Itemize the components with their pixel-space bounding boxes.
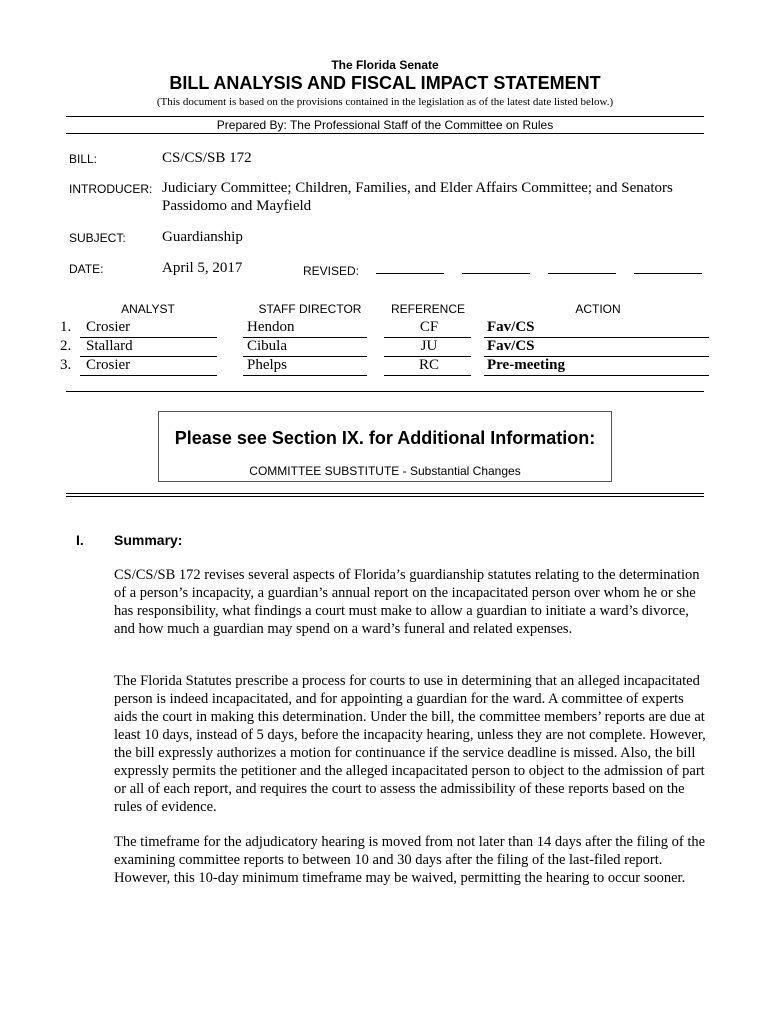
row-analyst: Stallard — [86, 338, 133, 354]
revised-blank-2 — [462, 273, 530, 274]
row-action: Pre-meeting — [487, 357, 566, 373]
row-reference: JU — [420, 338, 438, 354]
subject-label: SUBJECT: — [69, 231, 126, 245]
org-name: The Florida Senate — [331, 58, 439, 72]
summary-paragraph-1: CS/CS/SB 172 revises several aspects of Florida’s guardianship statutes relating to the determination of a person’s incapacity, a guardian’s annual report on the incapacitated person over whom he or she has responsibility, what findings a court must make to allow a guardian to initiate a ward’s divorce, and how much a guardian may spend on a ward’s funeral and related expenses. — [114, 567, 700, 637]
introducer-label: INTRODUCER: — [69, 182, 153, 196]
row-underline — [484, 375, 709, 376]
divider-double — [66, 493, 704, 497]
divider-prepared — [66, 133, 704, 134]
prepared-by: Prepared By: The Professional Staff of the Committee on Rules — [216, 118, 554, 132]
notice-subtitle: COMMITTEE SUBSTITUTE - Substantial Changes — [249, 464, 521, 478]
revised-blank-3 — [548, 273, 616, 274]
row-action: Fav/CS — [487, 319, 535, 335]
document-note: (This document is based on the provisions contained in the legislation as of the latest date listed below.) — [156, 96, 614, 108]
revised-label: REVISED: — [303, 264, 360, 278]
row-reference: RC — [418, 357, 439, 373]
row-director: Cibula — [247, 338, 287, 354]
document-title: BILL ANALYSIS AND FISCAL IMPACT STATEMENT — [169, 73, 601, 93]
divider-table-bottom — [66, 391, 704, 392]
row-director: Phelps — [247, 357, 288, 373]
introducer-line-1: Judiciary Committee; Children, Families, and Elder Affairs Committee; and Senators — [162, 180, 673, 196]
row-number: 3. — [60, 357, 72, 373]
section-number: I. — [76, 532, 84, 548]
bill-label: BILL: — [69, 152, 98, 166]
row-number: 2. — [60, 338, 72, 354]
summary-paragraph-2: The Florida Statutes prescribe a process for courts to use in determining that an alleged incapacitated person is indeed incapacitated, and for appointing a guardian for the ward. A committee of experts aids the court in making this determination. Under the bill, the committee members’ reports are due at least 10 days, instead of 5 days, before the incapacity hearing, unless they are not complete. However, the bill expressly authorizes a motion for continuance if the service deadline is missed. Also, the bill expressly permits the petitioner and the alleged incapacitated person to object to the admission of part or all of each report, and requires the court to assess the admissibility of these reports based on the rules of evidence. — [114, 673, 706, 815]
row-action: Fav/CS — [487, 338, 535, 354]
revised-blank-1 — [376, 273, 444, 274]
row-number: 1. — [60, 319, 72, 335]
divider-top — [66, 116, 704, 117]
introducer-line-2: Passidomo and Mayfield — [162, 198, 312, 214]
section-title: Summary: — [114, 532, 183, 548]
date-value: April 5, 2017 — [162, 260, 243, 276]
bill-value: CS/CS/SB 172 — [162, 150, 252, 166]
notice-title: Please see Section IX. for Additional Information: — [174, 428, 596, 448]
row-director: Hendon — [247, 319, 295, 335]
row-reference: CF — [419, 319, 439, 335]
header-analyst: ANALYST — [121, 302, 175, 316]
row-analyst: Crosier — [86, 319, 131, 335]
header-reference: REFERENCE — [390, 302, 465, 316]
header-staff-director: STAFF DIRECTOR — [258, 302, 362, 316]
summary-paragraph-3: The timeframe for the adjudicatory hearing is moved from not later than 14 days after the filing of the examining committee reports to between 10 and 30 days after the filing of the last-filed report. However, this 10-day minimum timeframe may be waived, permitting the hearing to occur sooner. — [114, 834, 706, 886]
row-underline — [243, 375, 367, 376]
row-underline — [384, 375, 471, 376]
subject-value: Guardianship — [162, 229, 243, 245]
row-underline — [80, 375, 217, 376]
revised-blank-4 — [634, 273, 702, 274]
date-label: DATE: — [69, 262, 104, 276]
header-action: ACTION — [575, 302, 621, 316]
row-analyst: Crosier — [86, 357, 131, 373]
